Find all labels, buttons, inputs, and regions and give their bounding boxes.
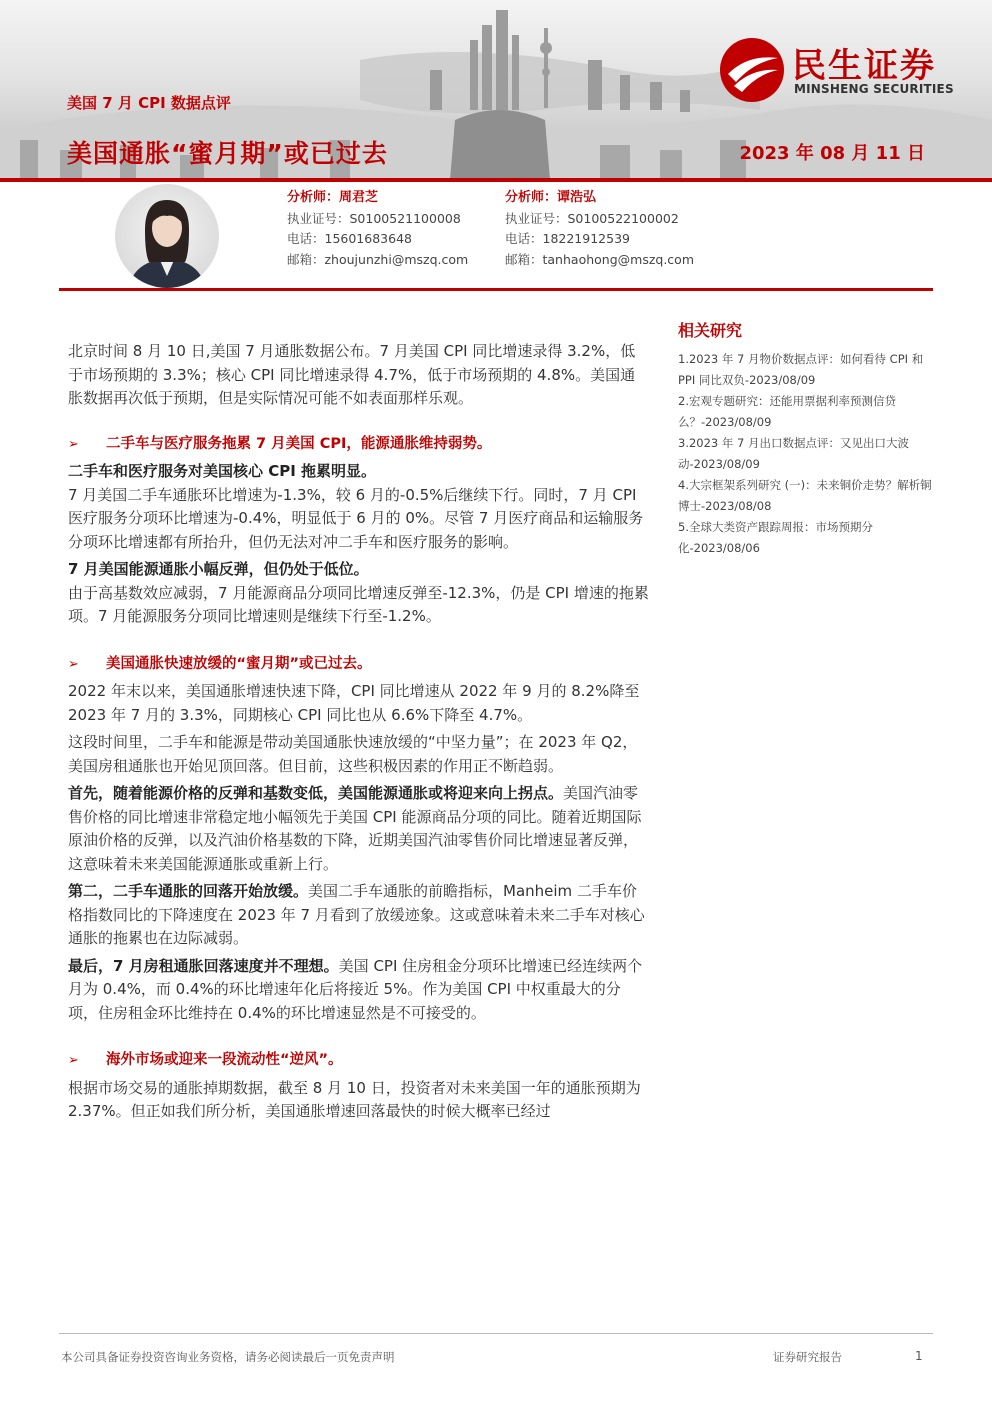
analyst-phone: 电话：15601683648 [287,231,412,246]
report-date: 2023 年 08 月 11 日 [739,143,925,164]
arrow-bullet-icon: ➢ [68,656,79,672]
footer-disclaimer: 本公司具备证券投资咨询业务资格，请务必阅读最后一页免责声明 [61,1350,395,1364]
related-research-item[interactable]: 4.大宗框架系列研究 (一)：未来铜价走势？解析铜博士-2023/08/08 [678,478,932,513]
sidebar-title: 相关研究 [678,321,743,340]
paragraph-lead: 首先，随着能源价格的反弹和基数变低，美国能源通胀或将迎来向上拐点。 [68,784,564,802]
analyst-email[interactable]: 邮箱：tanhaohong@mszq.com [505,251,694,267]
analyst-card-2 [505,188,694,270]
analyst-license: 执业证号：S0100522100002 [505,210,679,226]
analyst-license: 执业证号：S0100521100008 [287,210,461,226]
section2-paragraph-4 [68,880,650,951]
intro-paragraph: 北京时间 8 月 10 日,美国 7 月通胀数据公布。7 月美国 CPI 同比增速录得 3.2%，低于市场预期的 3.3%；核心 CPI 同比增速录得 4.7%，低于市场预期的 4.8%。美国通胀数据再次低于预期，但是实际情况可能不如表面那样乐观。 [68,342,636,407]
arrow-bullet-icon: ➢ [68,1053,79,1068]
footer-report-type: 证券研究报告 [773,1350,842,1364]
report-subtitle: 美国 7 月 CPI 数据点评 [67,94,231,112]
paragraph-rest: 美国 CPI 住房租金分项环比增速已经连续两个月为 0.4%，而 0.4%的环比增速年化后将接近 5%。作为美国 CPI 中权重最大的分项，住房租金环比维持在 0.4%的环比增速显然是不可接受的。 [68,956,643,1022]
section-heading-1 [68,433,650,457]
paragraph-rest: 美国汽油零售价格的同比增速非常稳定地小幅领先于美国 CPI 能源商品分项的同比。随着近期国际原油价格的反弹，以及汽油价格基数的下降，近期美国汽油零售价同比增速显著反弹，这意味着未来美国能源通胀或重新上行。 [68,784,642,873]
section2-paragraph-2: 这段时间里，二手车和能源是带动美国通胀快速放缓的“中坚力量”；在 2023 年 Q2，美国房租通胀也开始见顶回落。但目前，这些积极因素的作用正不断趋弱。 [68,733,638,775]
section1-subhead-1: 二手车和医疗服务对美国核心 CPI 拖累明显。 [68,462,377,480]
analyst-divider [59,288,933,291]
header-divider [0,178,992,182]
section1-subhead-2: 7 月美国能源通胀小幅反弹，但仍处于低位。 [68,560,369,578]
paragraph-lead: 最后，7 月房租通胀回落速度并不理想。 [68,956,339,975]
related-research-item[interactable]: 3.2023 年 7 月出口数据点评：又见出口大波动-2023/08/09 [678,436,910,471]
analyst-email[interactable]: 邮箱：zhoujunzhi@mszq.com [287,251,469,267]
related-research-sidebar [678,318,934,559]
analyst-phone: 电话：18221912539 [505,231,630,246]
footer-divider [59,1333,933,1334]
arrow-bullet-icon: ➢ [68,436,79,452]
page-number: 1 [915,1349,923,1363]
section-heading-text: 二手车与医疗服务拖累 7 月美国 CPI，能源通胀维持弱势。 [106,435,492,452]
section3-paragraph-1: 根据市场交易的通胀掉期数据，截至 8 月 10 日，投资者对未来美国一年的通胀预期为 2.37%。但正如我们所分析，美国通胀增速回落最快的时候大概率已经过 [68,1078,641,1120]
logo-chinese-text: 民生证券 [792,46,936,86]
analyst-avatar [115,184,219,288]
section1-paragraph-2: 由于高基数效应减弱，7 月能源商品分项同比增速反弹至-12.3%，仍是 CPI 增速的拖累项。7 月能源服务分项同比增速则是继续下行至-1.2%。 [68,583,649,625]
related-research-item[interactable]: 1.2023 年 7 月物价数据点评：如何看待 CPI 和 PPI 同比双负-2023/08/09 [678,352,924,387]
analyst-portrait-icon [115,184,219,288]
related-research-list [678,349,934,559]
section-heading-3 [68,1049,650,1073]
report-title: 美国通胀“蜜月期”或已过去 [67,139,388,168]
section2-paragraph-3 [68,782,650,876]
company-logo [718,36,968,106]
section1-paragraph-1: 7 月美国二手车通胀环比增速为-1.3%，较 6 月的-0.5%后继续下行。同时，7 月 CPI 医疗服务分项环比增速为-0.4%，明显低于 6 月的 0%。尽管 7 月医疗商品和运输服务分项环比增速都有所抬升，但仍无法对冲二手车和医疗服务的影响。 [68,485,644,551]
report-body [68,340,650,1128]
analyst-card-1 [287,188,468,270]
paragraph-lead: 第二，二手车通胀的回落开始放缓。 [68,882,309,900]
section2-paragraph-1: 2022 年末以来，美国通胀增速快速下降，CPI 同比增速从 2022 年 9 月的 8.2%降至 2023 年 7 月的 3.3%，同期核心 CPI 同比也从 6.6%下降至 4.7%。 [68,682,640,724]
logo-english-text: MINSHENG SECURITIES [794,82,954,96]
related-research-item[interactable]: 5.全球大类资产跟踪周报：市场预期分化-2023/08/06 [678,520,873,555]
section-heading-2 [68,653,650,677]
section-heading-text: 美国通胀快速放缓的“蜜月期”或已过去。 [106,655,372,672]
header-banner [0,0,992,180]
related-research-item[interactable]: 2.宏观专题研究：还能用票据利率预测信贷么？-2023/08/09 [678,394,896,429]
analyst-name: 分析师：谭浩弘 [505,190,597,205]
section2-paragraph-5 [68,955,650,1026]
paragraph-rest: 美国二手车通胀的前瞻指标，Manheim 二手车价格指数同比的下降速度在 2023 年 7 月看到了放缓迹象。这或意味着未来二手车对核心通胀的拖累也在边际减弱。 [68,882,645,947]
section-heading-text: 海外市场或迎来一段流动性“逆风”。 [106,1052,343,1068]
analyst-name: 分析师：周君芝 [287,190,379,205]
minsheng-logo-icon [718,36,786,104]
